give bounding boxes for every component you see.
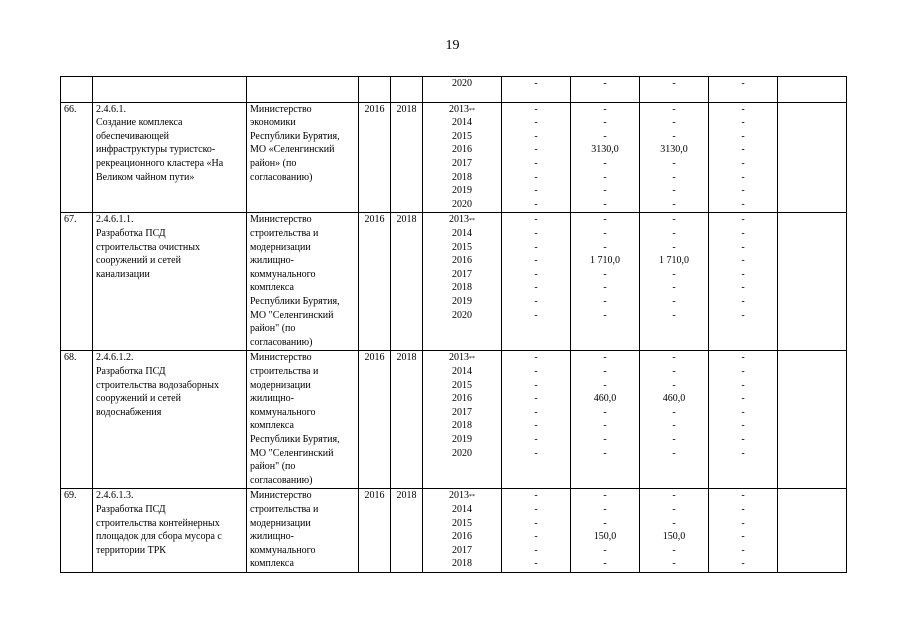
activity-cell xyxy=(93,489,247,573)
funding-value: - xyxy=(741,544,745,556)
funding-value: - xyxy=(672,117,676,129)
year-value: 2018 xyxy=(452,558,472,570)
funding-column-1 xyxy=(502,102,571,213)
funding-value: - xyxy=(603,185,607,197)
activity-name-line: строительства водозаборных xyxy=(96,379,219,391)
funding-value: - xyxy=(603,130,607,142)
funding-value: - xyxy=(672,130,676,142)
year-value: 2016 xyxy=(452,531,472,543)
funding-value: - xyxy=(672,447,676,459)
activity-name-line: рекреационного кластера «На xyxy=(96,157,224,169)
year-value: 2017 xyxy=(452,406,472,418)
funding-value: - xyxy=(603,517,607,529)
funding-value: - xyxy=(672,241,676,253)
funding-value: - xyxy=(741,447,745,459)
funding-value: - xyxy=(672,558,676,570)
responsible-line: строительства и xyxy=(250,503,319,515)
funding-value: 1 710,0 xyxy=(590,255,620,267)
funding-value: - xyxy=(672,309,676,321)
row-number-cell xyxy=(61,77,93,103)
activity-code: 2.4.6.1. xyxy=(96,103,126,115)
funding-value: - xyxy=(741,295,745,307)
year-value: 2016 xyxy=(452,393,472,405)
row-number-cell xyxy=(61,489,93,573)
funding-value: - xyxy=(534,157,538,169)
year-footnote-mark: ** xyxy=(469,218,475,225)
responsible-line: коммунального xyxy=(250,406,316,418)
funding-column-4 xyxy=(709,102,778,213)
end-year-cell xyxy=(391,213,423,351)
funding-value: - xyxy=(672,171,676,183)
funding-column-1 xyxy=(502,351,571,489)
activity-name-line: Разработка ПСД xyxy=(96,365,166,377)
end-year-cell xyxy=(391,351,423,489)
funding-value: - xyxy=(534,117,538,129)
funding-value: - xyxy=(603,157,607,169)
responsible-line: коммунального xyxy=(250,544,316,556)
responsible-line: комплекса xyxy=(250,558,294,570)
responsible-line: комплекса xyxy=(250,282,294,294)
year-value: 2015 xyxy=(452,130,472,142)
activity-cell xyxy=(93,351,247,489)
funding-value: - xyxy=(672,544,676,556)
responsible-line: модернизации xyxy=(250,241,311,253)
funding-value: - xyxy=(603,544,607,556)
activity-name-line: канализации xyxy=(96,268,150,280)
year-value: 2018 xyxy=(452,171,472,183)
funding-value: - xyxy=(603,103,607,115)
funding-value: - xyxy=(672,379,676,391)
funding-value: - xyxy=(741,130,745,142)
funding-column-1 xyxy=(502,77,571,103)
activity-name-line: инфраструктуры туристско- xyxy=(96,144,216,156)
years-cell xyxy=(423,102,502,213)
activity-name-line: территории ТРК xyxy=(96,544,166,556)
end-year: 2018 xyxy=(396,103,417,115)
responsible-line: район" (по xyxy=(250,461,296,473)
funding-value: - xyxy=(603,78,607,89)
funding-column-4 xyxy=(709,213,778,351)
funding-value: - xyxy=(741,352,745,364)
funding-value: - xyxy=(741,185,745,197)
year-value: 2015 xyxy=(452,517,472,529)
funding-value: - xyxy=(534,214,538,226)
row-number-cell xyxy=(61,213,93,351)
empty-last-column xyxy=(778,77,847,103)
funding-value: - xyxy=(741,241,745,253)
row-number-cell xyxy=(61,102,93,213)
funding-value: - xyxy=(534,352,538,364)
funding-value: - xyxy=(672,185,676,197)
funding-value: - xyxy=(741,157,745,169)
responsible-cell xyxy=(247,489,359,573)
funding-value: - xyxy=(741,365,745,377)
funding-column-2 xyxy=(571,102,640,213)
activity-code: 2.4.6.1.1. xyxy=(96,214,134,226)
year-value: 2020 xyxy=(452,447,472,459)
responsible-line: Министерство xyxy=(250,352,312,364)
funding-value: - xyxy=(741,78,745,89)
responsible-line: согласованию) xyxy=(250,171,313,183)
funding-value: - xyxy=(534,503,538,515)
funding-column-1 xyxy=(502,213,571,351)
funding-value: - xyxy=(672,352,676,364)
activity-code xyxy=(96,77,243,91)
funding-value: - xyxy=(603,282,607,294)
funding-value: - xyxy=(741,531,745,543)
responsible-line: район" (по xyxy=(250,323,296,335)
funding-value: - xyxy=(603,268,607,280)
table-body xyxy=(61,77,847,573)
funding-value: - xyxy=(603,171,607,183)
funding-value: - xyxy=(603,558,607,570)
responsible-line: строительства и xyxy=(250,365,319,377)
responsible-line: экономики xyxy=(250,117,296,129)
year-footnote-mark: ** xyxy=(469,356,475,363)
year-value: 2016 xyxy=(452,144,472,156)
responsible-line: согласованию) xyxy=(250,336,313,348)
funding-value: - xyxy=(534,365,538,377)
year-value: 2014 xyxy=(452,227,472,239)
table-row xyxy=(61,351,847,489)
funding-value: - xyxy=(534,544,538,556)
year-value: 2020 xyxy=(452,309,472,321)
funding-value: - xyxy=(603,490,607,502)
funding-value: - xyxy=(672,406,676,418)
activity-name-line: площадок для сбора мусора с xyxy=(96,531,222,543)
empty-last-column xyxy=(778,102,847,213)
row-number: 67. xyxy=(64,214,77,226)
funding-value: - xyxy=(534,447,538,459)
activity-name-line: Разработка ПСД xyxy=(96,503,166,515)
funding-column-4 xyxy=(709,351,778,489)
responsible-line: Министерство xyxy=(250,103,312,115)
funding-value: - xyxy=(603,241,607,253)
funding-value: - xyxy=(534,558,538,570)
table-row xyxy=(61,102,847,213)
funding-value: - xyxy=(603,295,607,307)
year-value: 2015 xyxy=(452,379,472,391)
year-value: 2014 xyxy=(452,117,472,129)
responsible-line: модернизации xyxy=(250,517,311,529)
page-number: 19 xyxy=(445,38,460,53)
year-value: 2020 xyxy=(452,198,472,210)
funding-value: - xyxy=(741,171,745,183)
activity-name-line: водоснабжения xyxy=(96,406,162,418)
funding-value: - xyxy=(741,406,745,418)
end-year-cell xyxy=(391,489,423,573)
funding-column-4 xyxy=(709,77,778,103)
responsible-line: МО «Селенгинский xyxy=(250,144,335,156)
funding-value: - xyxy=(672,268,676,280)
funding-value: - xyxy=(603,406,607,418)
funding-value: - xyxy=(741,117,745,129)
responsible-line: Республики Бурятия, xyxy=(250,295,340,307)
end-year-cell xyxy=(391,102,423,213)
funding-value: - xyxy=(534,490,538,502)
funding-value: - xyxy=(534,531,538,543)
responsible-line: Министерство xyxy=(250,214,312,226)
funding-value: - xyxy=(672,157,676,169)
funding-value: - xyxy=(603,309,607,321)
year-value: 2017 xyxy=(452,157,472,169)
funding-value: - xyxy=(603,379,607,391)
funding-value: - xyxy=(672,490,676,502)
years-cell xyxy=(423,351,502,489)
year-value: 2018 xyxy=(452,282,472,294)
funding-value: - xyxy=(534,309,538,321)
end-year-cell xyxy=(391,77,423,103)
row-number-cell xyxy=(61,351,93,489)
empty-last-column xyxy=(778,213,847,351)
funding-column-2 xyxy=(571,489,640,573)
funding-value: - xyxy=(603,420,607,432)
start-year: 2016 xyxy=(364,103,385,115)
funding-value: - xyxy=(672,227,676,239)
row-number: 69. xyxy=(64,490,77,502)
responsible-line: согласованию) xyxy=(250,474,313,486)
funding-value: - xyxy=(741,227,745,239)
years-cell xyxy=(423,77,502,103)
funding-value: 3130,0 xyxy=(660,144,688,156)
funding-value: - xyxy=(741,393,745,405)
responsible-line: район» (по xyxy=(250,157,297,169)
funding-value: - xyxy=(741,309,745,321)
funding-value: - xyxy=(741,103,745,115)
responsible-cell xyxy=(247,102,359,213)
activity-name-line: обеспечивающей xyxy=(96,130,169,142)
funding-value: - xyxy=(741,214,745,226)
responsible-line: МО "Селенгинский xyxy=(250,447,334,459)
funding-value: - xyxy=(672,295,676,307)
year-value: 2013** xyxy=(449,214,475,226)
funding-value: - xyxy=(534,255,538,267)
funding-value: - xyxy=(534,420,538,432)
funding-value: - xyxy=(534,185,538,197)
table-row xyxy=(61,213,847,351)
funding-value: - xyxy=(534,433,538,445)
funding-value: - xyxy=(672,78,676,89)
year-value: 2019 xyxy=(452,185,472,197)
funding-value: 150,0 xyxy=(662,531,686,543)
year-value: 2013** xyxy=(449,103,475,115)
funding-value: - xyxy=(603,214,607,226)
funding-column-4 xyxy=(709,489,778,573)
funding-value: - xyxy=(534,393,538,405)
funding-value: - xyxy=(534,130,538,142)
year-value: 2013** xyxy=(449,352,475,364)
end-year: 2018 xyxy=(396,490,417,502)
funding-value: - xyxy=(741,517,745,529)
activity-name-line: строительства очистных xyxy=(96,241,200,253)
funding-value: 150,0 xyxy=(593,531,617,543)
funding-value: 460,0 xyxy=(662,393,686,405)
funding-value: - xyxy=(741,490,745,502)
start-year: 2016 xyxy=(364,214,385,226)
activity-code: 2.4.6.1.3. xyxy=(96,490,134,502)
year-footnote-mark: ** xyxy=(469,494,475,501)
year-value: 2017 xyxy=(452,268,472,280)
row-number: 66. xyxy=(64,103,77,115)
funding-value: - xyxy=(534,517,538,529)
funding-value: - xyxy=(672,103,676,115)
funding-value: 1 710,0 xyxy=(659,255,689,267)
year-value: 2019 xyxy=(452,295,472,307)
activity-name-line: сооружений и сетей xyxy=(96,393,181,405)
row-number: 68. xyxy=(64,352,77,364)
year-value: 2017 xyxy=(452,544,472,556)
responsible-cell xyxy=(247,351,359,489)
start-year-cell xyxy=(359,351,391,489)
funding-value: - xyxy=(603,227,607,239)
years-cell xyxy=(423,213,502,351)
year-value: 2015 xyxy=(452,241,472,253)
end-year: 2018 xyxy=(396,214,417,226)
funding-value: - xyxy=(534,241,538,253)
funding-value: - xyxy=(741,420,745,432)
empty-last-column xyxy=(778,489,847,573)
funding-column-3 xyxy=(640,213,709,351)
funding-value: - xyxy=(534,103,538,115)
funding-value: - xyxy=(603,365,607,377)
start-year-cell xyxy=(359,77,391,103)
funding-value: - xyxy=(741,433,745,445)
responsible-line: жилищно- xyxy=(250,393,294,405)
year-value: 2020 xyxy=(452,78,472,89)
funding-column-2 xyxy=(571,77,640,103)
funding-value: - xyxy=(603,198,607,210)
funding-value: - xyxy=(534,198,538,210)
funding-value: - xyxy=(741,268,745,280)
start-year-cell xyxy=(359,102,391,213)
start-year: 2016 xyxy=(364,490,385,502)
funding-value: - xyxy=(741,379,745,391)
responsible-cell xyxy=(247,77,359,103)
activity-name-line: Разработка ПСД xyxy=(96,227,166,239)
activity-name-line: Великом чайном пути» xyxy=(96,171,195,183)
funding-value: - xyxy=(603,433,607,445)
funding-value: - xyxy=(534,282,538,294)
year-value: 2019 xyxy=(452,433,472,445)
funding-column-2 xyxy=(571,351,640,489)
funding-value: - xyxy=(603,503,607,515)
start-year: 2016 xyxy=(364,352,385,364)
funding-value: - xyxy=(534,144,538,156)
funding-value: - xyxy=(672,282,676,294)
activity-cell xyxy=(93,213,247,351)
funding-value: - xyxy=(534,379,538,391)
empty-last-column xyxy=(778,351,847,489)
year-footnote-mark: ** xyxy=(469,107,475,114)
year-value: 2014 xyxy=(452,503,472,515)
activity-cell xyxy=(93,77,247,103)
responsible-line: строительства и xyxy=(250,227,319,239)
funding-column-3 xyxy=(640,351,709,489)
funding-value: - xyxy=(741,503,745,515)
year-value: 2018 xyxy=(452,420,472,432)
funding-column-3 xyxy=(640,102,709,213)
activity-name-line: строительства контейнерных xyxy=(96,517,220,529)
start-year-cell xyxy=(359,213,391,351)
start-year-cell xyxy=(359,489,391,573)
table-row xyxy=(61,489,847,573)
funding-value: 3130,0 xyxy=(591,144,619,156)
funding-value: - xyxy=(603,447,607,459)
responsible-line: Республики Бурятия, xyxy=(250,433,340,445)
funding-value: - xyxy=(741,255,745,267)
responsible-line: коммунального xyxy=(250,268,316,280)
funding-value: - xyxy=(534,227,538,239)
years-cell xyxy=(423,489,502,573)
funding-value: - xyxy=(534,171,538,183)
activity-cell xyxy=(93,102,247,213)
program-table xyxy=(60,76,847,573)
funding-value: - xyxy=(672,365,676,377)
funding-value: - xyxy=(741,144,745,156)
responsible-line: Республики Бурятия, xyxy=(250,130,340,142)
year-value: 2013** xyxy=(449,490,475,502)
funding-value: - xyxy=(672,517,676,529)
funding-value: - xyxy=(741,198,745,210)
funding-value: - xyxy=(741,558,745,570)
funding-value: - xyxy=(534,78,538,89)
responsible-cell xyxy=(247,213,359,351)
funding-value: - xyxy=(672,503,676,515)
activity-code: 2.4.6.1.2. xyxy=(96,352,134,364)
funding-column-1 xyxy=(502,489,571,573)
responsible-line: МО "Селенгинский xyxy=(250,309,334,321)
funding-column-2 xyxy=(571,213,640,351)
funding-value: - xyxy=(672,420,676,432)
funding-value: 460,0 xyxy=(593,393,617,405)
funding-value: - xyxy=(534,295,538,307)
funding-value: - xyxy=(672,214,676,226)
funding-value: - xyxy=(672,198,676,210)
end-year: 2018 xyxy=(396,352,417,364)
funding-value: - xyxy=(534,268,538,280)
funding-value: - xyxy=(672,433,676,445)
table-row xyxy=(61,77,847,103)
year-value: 2016 xyxy=(452,255,472,267)
funding-value: - xyxy=(603,117,607,129)
activity-name-line: Создание комплекса xyxy=(96,117,183,129)
funding-value: - xyxy=(534,406,538,418)
responsible-line: модернизации xyxy=(250,379,311,391)
funding-value: - xyxy=(741,282,745,294)
activity-name-line: сооружений и сетей xyxy=(96,255,181,267)
responsible-line: жилищно- xyxy=(250,255,294,267)
year-value: 2014 xyxy=(452,365,472,377)
responsible-line: комплекса xyxy=(250,420,294,432)
funding-column-3 xyxy=(640,77,709,103)
responsible-line: Министерство xyxy=(250,490,312,502)
funding-value: - xyxy=(603,352,607,364)
funding-column-3 xyxy=(640,489,709,573)
responsible-line: жилищно- xyxy=(250,531,294,543)
